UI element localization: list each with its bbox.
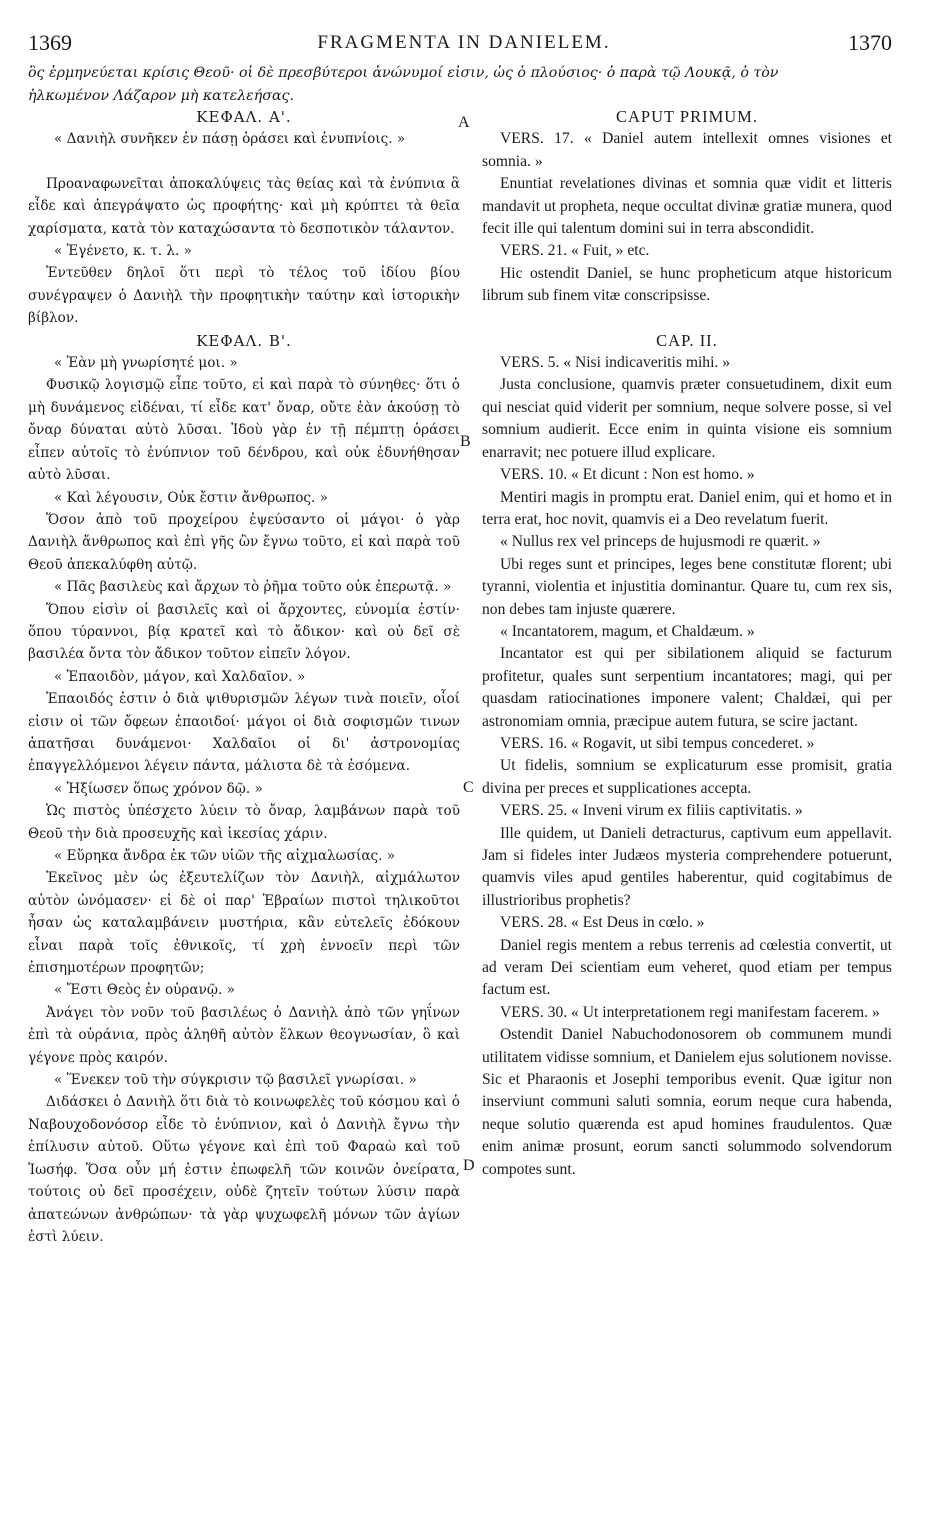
latin-column	[482, 106, 892, 1181]
left-page-number: 1369	[28, 30, 72, 55]
paragraph: Enuntiat revelationes divinas et somnia quæ vidit et litteris mandavit ut propheta, neque occultat divinæ gratiæ munera, quod fecit ille qui talentum domini sui in terra abscondidit.	[482, 175, 892, 238]
paragraph: Ἐκεῖνος μὲν ὡς ἐξευτελίζων τὸν Δανιὴλ, αἰχμάλωτον αὐτὸν ὠνόμασεν· εἰ δὲ οἱ παρ' Ἑβραίων πιστοὶ τηλικοῦτοι ἦσαν ὡς καταλαμβάνειν μυστήρια, κἂν εὐτελεῖς ἐδόκουν εἶναι παρὰ τοῖς ἐθνικοῖς, τί χρὴ ἐννοεῖν περὶ τῶν ἐπισημοτέρων προφητῶν;	[28, 870, 460, 977]
chapter-heading: CAP. II.	[656, 330, 718, 350]
verse-lemma: VERS. 30. « Ut interpretationem regi manifestam facerem. »	[500, 1003, 880, 1021]
paragraph: Ἀνάγει τὸν νοῦν τοῦ βασιλέως ὁ Δανιὴλ ἀπὸ τῶν γηΐνων ἐπὶ τὰ οὐράνια, πρὸς ἀληθῆ αὐτὸν ἕλκων θεογνωσίαν, ὃ καὶ γέγονε πρὸς καιρόν.	[28, 1004, 460, 1066]
paragraph: Ὡς πιστὸς ὑπέσχετο λύειν τὸ ὄναρ, λαμβάνων παρὰ τοῦ Θεοῦ τὴν διὰ προσευχῆς καὶ ἱκεσίας χάριν.	[28, 803, 460, 842]
verse-lemma: VERS. 28. « Est Deus in cœlo. »	[500, 914, 705, 932]
lemma: « Καὶ λέγουσιν, Οὐκ ἔστιν ἄνθρωπος. »	[54, 489, 328, 506]
lemma: « Ἐγένετο, κ. τ. λ. »	[54, 243, 192, 260]
paragraph: Hic ostendit Daniel, se hunc propheticum atque historicum librum sub finem vitæ conscripsisse.	[482, 264, 892, 305]
paragraph: Ἐπαοιδός ἐστιν ὁ διὰ ψιθυρισμῶν λέγων τινὰ ποιεῖν, οἷοί εἰσιν οἱ τῶν ὄφεων ἐπαοιδοί· μάγοι οἱ διὰ σοφισμῶν τινων ἀπατῆσαι δυνάμενοι· Χαλδαῖοι οἱ δι' ἀστρονομίας ἐπαγγελλόμενοι λέγειν πάντα, μάλιστα δὲ τὰ ἐσόμενα.	[28, 691, 460, 775]
verse-lemma: « Nullus rex vel princeps de hujusmodi re quærit. »	[500, 533, 821, 551]
paragraph: Προαναφωνεῖται ἀποκαλύψεις τὰς θείας καὶ τὰ ἐνύπνια ἃ εἶδε καὶ ἀπεγράψατο ὡς προφήτης· καὶ μὴ κρύπτει τὰ θεῖα χαρίσματα, κατὰ τὸν καταχώσαντα τὸ δεσποτικὸν τάλαντον.	[28, 175, 460, 237]
paragraph: Ἐντεῦθεν δηλοῖ ὅτι περὶ τὸ τέλος τοῦ ἰδίου βίου συνέγραψεν ὁ Δανιὴλ τὴν προφητικὴν ταύτην καὶ ἱστορικὴν βίβλον.	[28, 265, 460, 327]
running-title: FRAGMENTA IN DANIELEM.	[317, 32, 611, 53]
lemma: « Δανιὴλ συνῆκεν ἐν πάσῃ ὁράσει καὶ ἐνυπνίοις. »	[54, 131, 406, 148]
chapter-heading: CAPUT PRIMUM.	[616, 107, 758, 126]
verse-lemma: VERS. 17. « Daniel autem intellexit omnes visiones et somnia. »	[482, 130, 892, 170]
intro-line: ἡλκωμένον Λάζαρον μὴ κατελεήσας.	[28, 88, 295, 104]
running-header	[0, 30, 928, 64]
verse-lemma: VERS. 10. « Et dicunt : Non est homo. »	[500, 466, 755, 484]
paragraph: Incantator est qui per sibilationem aliquid se facturum profitetur, quales sunt serpentium incantatores; magi, qui per quasdam ratiocinationes imponere valent; Chaldæi, qui per astronomiam omnia, præcipue autem futura, se scire jactant.	[482, 645, 892, 730]
lemma: « Ἕνεκεν τοῦ τὴν σύγκρισιν τῷ βασιλεῖ γνωρίσαι. »	[54, 1072, 417, 1089]
margin-letter-a: A	[458, 114, 470, 131]
paragraph: Φυσικῷ λογισμῷ εἶπε τοῦτο, εἰ καὶ παρὰ τὸ σύνηθες· ὅτι ὁ μὴ δυνάμενος εἰδέναι, τί εἶδε κατ' ὄναρ, οὔτε ἐὰν ἀκούσῃ τὸ ὄναρ δύναται αὐτὸ λῦσαι. Ἰδοὺ γὰρ ἐν τῇ πέμπτῃ ὁράσει εἶπεν αὐτοῖς τὸ ἐνύπνιον τοῦ δένδρου, καὶ οὐκ ἐδυνήθησαν αὐτὸ λῦσαι.	[28, 377, 460, 484]
paragraph: Mentiri magis in promptu erat. Daniel enim, qui et homo et in terra erat, hoc novit, quamvis ei a Deo revelatum fuerit.	[482, 488, 892, 528]
paragraph: Justa conclusione, quamvis præter consuetudinem, dixit eum qui nesciat quid viderit per somnium, neque solvere posse, si vel somnium audierit. Ecce enim in quinta visione eis somnium enarravit; nec potuere illud explicare.	[482, 376, 892, 461]
verse-lemma: VERS. 16. « Rogavit, ut sibi tempus concederet. »	[500, 734, 815, 752]
lemma: « Ἠξίωσεν ὅπως χρόνον δῷ. »	[54, 780, 263, 797]
margin-letter-b: B	[460, 433, 471, 450]
chapter-heading: ΚΕΦΑΛ. Β'.	[196, 331, 292, 350]
intro-line: ὃς ἑρμηνεύεται κρίσις Θεοῦ· οἱ δὲ πρεσβύτεροι ἀνώνυμοί εἰσιν, ὡς ὁ πλούσιος· ὁ παρὰ τῷ Λουκᾷ, ὁ τὸν	[28, 65, 779, 81]
margin-letter-d: D	[463, 1157, 475, 1174]
paragraph: Daniel regis mentem a rebus terrenis ad cœlestia convertit, ut ad veram Dei scientiam eum veheret, quod etiam per tempus factum est.	[482, 936, 892, 999]
paragraph: Ille quidem, ut Danieli detracturus, captivum eum appellavit. Jam si fideles inter Judæos mysteria comprehendere potuerunt, quamvis viles apud gentiles haberentur, quid cogitabimus de illustrioribus prophetis?	[482, 824, 892, 909]
verse-lemma: « Incantatorem, magum, et Chaldæum. »	[500, 622, 755, 640]
margin-letter-c: C	[463, 779, 474, 796]
paragraph: Ὅπου εἰσὶν οἱ βασιλεῖς καὶ οἱ ἄρχοντες, εὐνομία ἐστίν· ὅπου τύραννοι, βίᾳ κρατεῖ καὶ τὸ ἄδικον· καὶ οὐ δεῖ σὲ βασιλέα ὄντα τὸν ἄδικον τοῦτον εἰπεῖν λόγον.	[28, 601, 460, 663]
greek-column	[28, 106, 460, 1248]
right-page-number: 1370	[848, 30, 892, 55]
continued-text	[28, 62, 896, 108]
verse-lemma: VERS. 21. « Fuit, » etc.	[500, 242, 650, 260]
chapter-heading: ΚΕΦΑΛ. Α'.	[196, 108, 292, 126]
paragraph: Ostendit Daniel Nabuchodonosorem ob communem mundi utilitatem vidisse somnium, et Danielem ejus solutionem novisse. Sic et Pharaonis et Josephi temporibus evenit. Quæ igitur non inserviunt communi saluti somnia, eorum neque cura habenda, neque solutio quærenda est apud homines fraudulentos. Quæ enim animæ prosunt, eorum sancti solummodo solvendorum compotes sunt.	[482, 1026, 892, 1178]
paragraph: Ubi reges sunt et principes, leges bene constitutæ florent; ubi tyranni, violentia et injustitia dominantur. Quare tu, cum rex sis, non debes tam injuste quærere.	[482, 555, 892, 618]
lemma: « Εὕρηκα ἄνδρα ἐκ τῶν υἱῶν τῆς αἰχμαλωσίας. »	[54, 848, 396, 864]
paragraph: Ὅσον ἀπὸ τοῦ προχείρου ἐψεύσαντο οἱ μάγοι· ὁ γὰρ Δανιὴλ ἄνθρωπος καὶ ἐπὶ γῆς ὢν ἔγνω τοῦτο, εἰ καὶ παρὰ τοῦ Θεοῦ ἀπεκαλύφθη αὐτῷ.	[28, 511, 460, 573]
lemma: « Πᾶς βασιλεὺς καὶ ἄρχων τὸ ῥῆμα τοῦτο οὐκ ἐπερωτᾷ. »	[54, 579, 452, 596]
lemma: « Ἔστι Θεὸς ἐν οὐρανῷ. »	[54, 982, 235, 999]
lemma: « Ἐπαοιδὸν, μάγον, καὶ Χαλδαῖον. »	[54, 668, 306, 685]
verse-lemma: VERS. 25. « Inveni virum ex filiis captivitatis. »	[500, 802, 803, 820]
verse-lemma: VERS. 5. « Nisi indicaveritis mihi. »	[500, 354, 731, 372]
lemma: « Ἐὰν μὴ γνωρίσητέ μοι. »	[54, 355, 238, 372]
paragraph: Διδάσκει ὁ Δανιὴλ ὅτι διὰ τὸ κοινωφελὲς τοῦ κόσμου καὶ ὁ Ναβουχοδονόσορ εἶδε τὸ ἐνύπνιον, καὶ ὁ Δανιὴλ ἔγνω τὴν ἐπίλυσιν αὐτοῦ. Οὕτω γέγονε καὶ ἐπὶ τοῦ Φαραὼ καὶ τοῦ Ἰωσήφ. Ὅσα οὖν μή ἐστιν ἐπωφελῆ τῶν κοινῶν ὀνείρατα, τούτοις οὐ δεῖ προσέχειν, οὐδὲ ζητεῖν τούτων λύσιν παρὰ ἀπατεώνων ἀνθρώπων· τὰ γὰρ ψυχωφελῆ μόνων τῶν ἁγίων ἐστὶ λύειν.	[28, 1094, 460, 1245]
paragraph: Ut fidelis, somnium se explicaturum esse promisit, gratia divina per preces et supplicationes accepta.	[482, 757, 892, 797]
